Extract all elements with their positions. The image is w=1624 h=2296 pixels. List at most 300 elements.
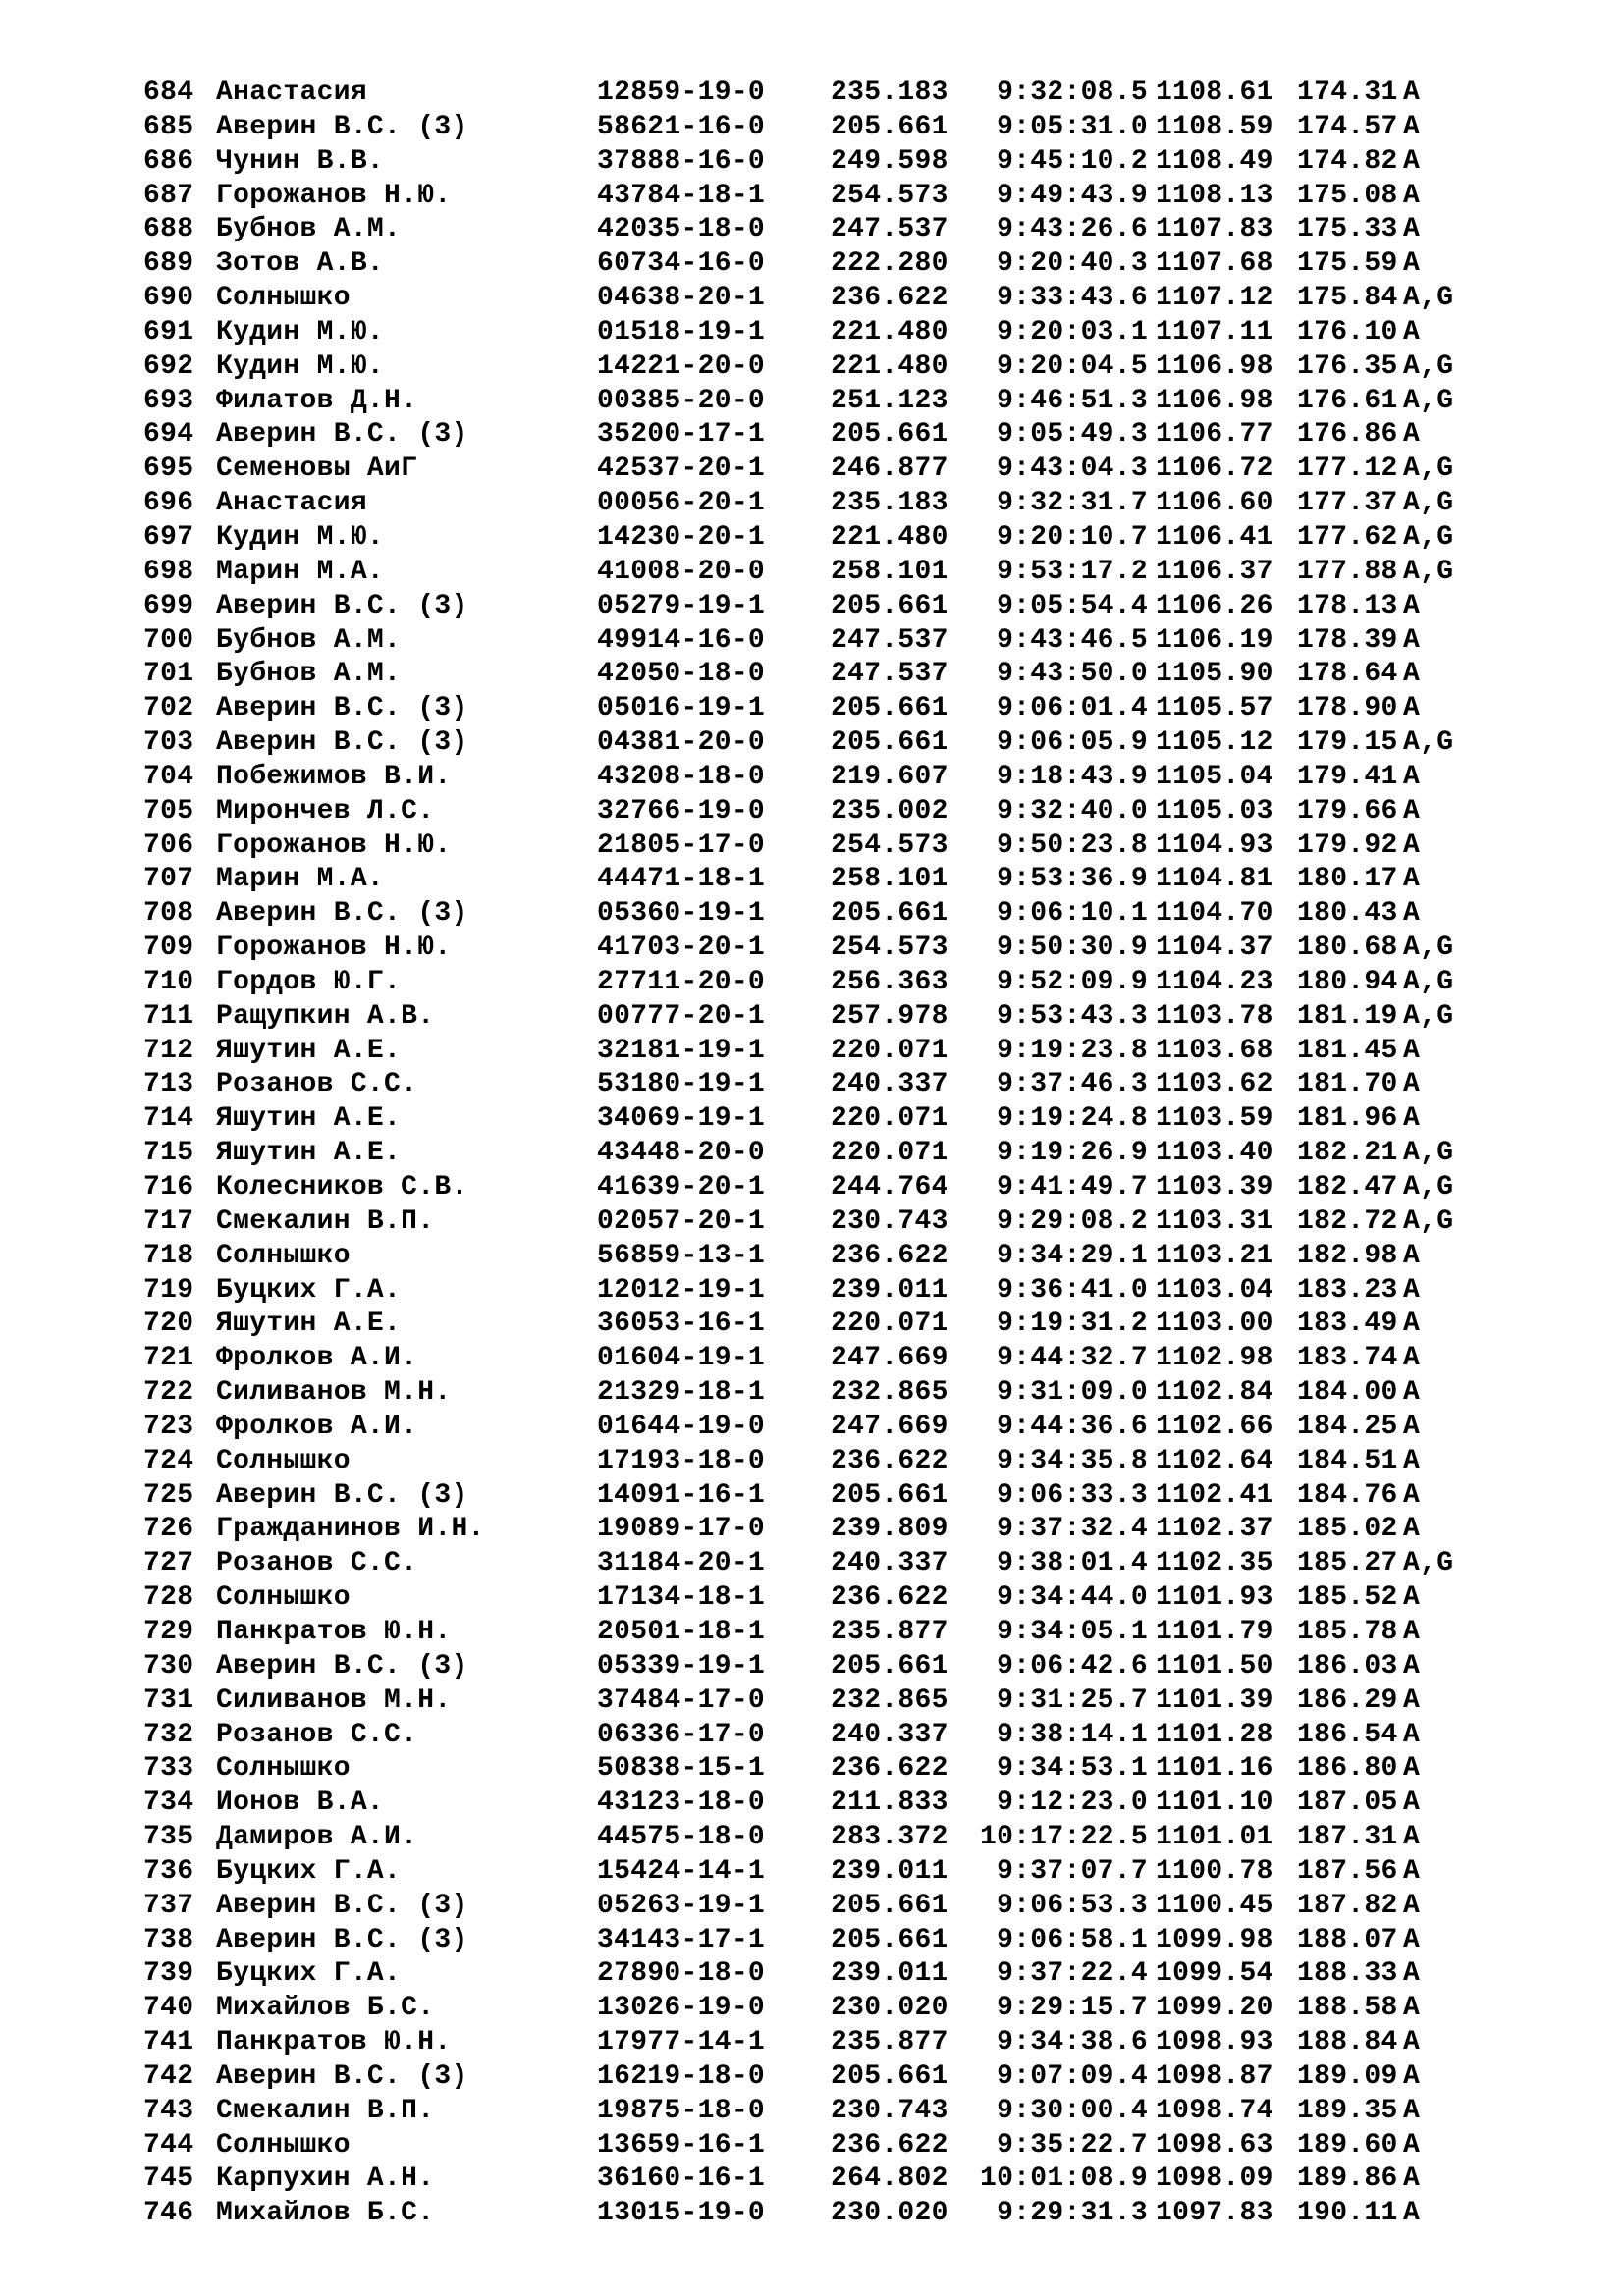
place-number: 738 xyxy=(143,1924,194,1955)
distance: 240.337 xyxy=(831,1719,948,1750)
arrival-time: 9:43:50.0 xyxy=(997,659,1148,690)
table-row xyxy=(143,966,1482,1000)
table-row xyxy=(143,2026,1482,2060)
coefficient: 176.35 xyxy=(1297,350,1398,382)
table-row xyxy=(143,111,1482,145)
speed: 1103.00 xyxy=(1156,1308,1273,1340)
marks: A,G xyxy=(1403,521,1454,553)
coefficient: 180.68 xyxy=(1297,933,1398,964)
arrival-time: 9:53:17.2 xyxy=(997,556,1148,587)
ring-number: 01518-19-1 xyxy=(597,316,766,347)
coefficient: 190.11 xyxy=(1297,2198,1398,2229)
marks: A xyxy=(1403,2095,1421,2126)
speed: 1102.64 xyxy=(1156,1445,1273,1476)
table-row xyxy=(143,1274,1482,1308)
speed: 1102.84 xyxy=(1156,1377,1273,1409)
coefficient: 178.64 xyxy=(1297,659,1398,690)
arrival-time: 9:50:30.9 xyxy=(997,933,1148,964)
marks: A xyxy=(1403,214,1421,245)
speed: 1099.20 xyxy=(1156,1993,1273,2024)
arrival-time: 9:32:31.7 xyxy=(997,488,1148,519)
distance: 220.071 xyxy=(831,1308,948,1340)
speed: 1106.19 xyxy=(1156,624,1273,656)
coefficient: 179.41 xyxy=(1297,761,1398,792)
table-row xyxy=(143,795,1482,829)
distance: 205.661 xyxy=(831,2060,948,2092)
place-number: 743 xyxy=(143,2095,194,2126)
distance: 257.978 xyxy=(831,1000,948,1032)
coefficient: 189.86 xyxy=(1297,2163,1398,2195)
fancier-name: Анастасия xyxy=(216,78,367,108)
place-number: 688 xyxy=(143,214,194,245)
table-row xyxy=(143,1684,1482,1719)
ring-number: 05016-19-1 xyxy=(597,693,766,724)
table-row xyxy=(143,316,1482,350)
table-row xyxy=(143,658,1482,692)
fancier-name: Михайлов Б.С. xyxy=(216,2198,435,2229)
place-number: 717 xyxy=(143,1205,194,1237)
ring-number: 14091-16-1 xyxy=(597,1479,766,1511)
speed: 1106.60 xyxy=(1156,488,1273,519)
arrival-time: 9:19:26.9 xyxy=(997,1138,1148,1169)
table-row xyxy=(143,282,1482,316)
ring-number: 36160-16-1 xyxy=(597,2163,766,2195)
marks: A xyxy=(1403,248,1421,280)
speed: 1102.41 xyxy=(1156,1479,1273,1511)
table-row xyxy=(143,1102,1482,1137)
distance: 221.480 xyxy=(831,350,948,382)
ring-number: 00056-20-1 xyxy=(597,488,766,519)
place-number: 719 xyxy=(143,1274,194,1306)
speed: 1106.98 xyxy=(1156,350,1273,382)
table-row xyxy=(143,2129,1482,2163)
speed: 1106.72 xyxy=(1156,454,1273,485)
coefficient: 175.59 xyxy=(1297,248,1398,280)
speed: 1099.98 xyxy=(1156,1924,1273,1955)
place-number: 700 xyxy=(143,624,194,656)
table-row xyxy=(143,1787,1482,1821)
fancier-name: Смекалин В.П. xyxy=(216,1205,435,1237)
coefficient: 184.00 xyxy=(1297,1377,1398,1409)
table-row xyxy=(143,932,1482,966)
marks: A xyxy=(1403,761,1421,792)
coefficient: 181.96 xyxy=(1297,1103,1398,1135)
place-number: 708 xyxy=(143,898,194,930)
place-number: 724 xyxy=(143,1445,194,1476)
table-row xyxy=(143,213,1482,247)
speed: 1098.63 xyxy=(1156,2129,1273,2161)
place-number: 687 xyxy=(143,180,194,211)
place-number: 686 xyxy=(143,145,194,177)
ring-number: 02057-20-1 xyxy=(597,1205,766,1237)
marks: A xyxy=(1403,1377,1421,1409)
arrival-time: 9:31:25.7 xyxy=(997,1684,1148,1716)
distance: 236.622 xyxy=(831,1582,948,1614)
fancier-name: Марин М.А. xyxy=(216,556,385,587)
marks: A xyxy=(1403,2060,1421,2092)
fancier-name: Горожанов Н.Ю. xyxy=(216,829,452,861)
ring-number: 34143-17-1 xyxy=(597,1924,766,1955)
fancier-name: Кудин М.Ю. xyxy=(216,316,385,347)
marks: A,G xyxy=(1403,1548,1454,1579)
arrival-time: 9:49:43.9 xyxy=(997,180,1148,211)
ring-number: 15424-14-1 xyxy=(597,1855,766,1887)
distance: 256.363 xyxy=(831,966,948,997)
place-number: 744 xyxy=(143,2129,194,2161)
speed: 1105.03 xyxy=(1156,795,1273,827)
table-row xyxy=(143,2163,1482,2197)
marks: A xyxy=(1403,316,1421,347)
table-row xyxy=(143,863,1482,897)
speed: 1107.68 xyxy=(1156,248,1273,280)
ring-number: 50838-15-1 xyxy=(597,1753,766,1785)
coefficient: 183.49 xyxy=(1297,1308,1398,1340)
place-number: 689 xyxy=(143,248,194,280)
speed: 1103.68 xyxy=(1156,1035,1273,1066)
ring-number: 44575-18-0 xyxy=(597,1822,766,1853)
fancier-name: Карпухин А.Н. xyxy=(216,2163,435,2195)
distance: 219.607 xyxy=(831,761,948,792)
fancier-name: Аверин В.С. (3) xyxy=(216,111,468,142)
arrival-time: 9:06:33.3 xyxy=(997,1479,1148,1511)
place-number: 746 xyxy=(143,2198,194,2229)
ring-number: 12859-19-0 xyxy=(597,78,766,108)
marks: A xyxy=(1403,1343,1421,1374)
arrival-time: 9:34:35.8 xyxy=(997,1445,1148,1476)
marks: A xyxy=(1403,1103,1421,1135)
speed: 1102.37 xyxy=(1156,1514,1273,1545)
place-number: 734 xyxy=(143,1788,194,1819)
arrival-time: 9:06:10.1 xyxy=(997,898,1148,930)
ring-number: 06336-17-0 xyxy=(597,1719,766,1750)
arrival-time: 9:33:43.6 xyxy=(997,283,1148,314)
speed: 1107.12 xyxy=(1156,283,1273,314)
table-row xyxy=(143,1855,1482,1890)
marks: A,G xyxy=(1403,1138,1454,1169)
fancier-name: Яшутин А.Е. xyxy=(216,1103,402,1135)
speed: 1106.77 xyxy=(1156,419,1273,451)
distance: 247.537 xyxy=(831,214,948,245)
ring-number: 05339-19-1 xyxy=(597,1650,766,1682)
fancier-name: Побежимов В.И. xyxy=(216,761,452,792)
speed: 1101.16 xyxy=(1156,1753,1273,1785)
marks: A xyxy=(1403,1993,1421,2024)
place-number: 733 xyxy=(143,1753,194,1785)
fancier-name: Буцких Г.А. xyxy=(216,1855,402,1887)
ring-number: 00385-20-0 xyxy=(597,385,766,416)
arrival-time: 9:34:38.6 xyxy=(997,2027,1148,2058)
coefficient: 179.66 xyxy=(1297,795,1398,827)
marks: A xyxy=(1403,829,1421,861)
fancier-name: Бубнов А.М. xyxy=(216,214,402,245)
coefficient: 177.88 xyxy=(1297,556,1398,587)
coefficient: 185.52 xyxy=(1297,1582,1398,1614)
table-row xyxy=(143,1240,1482,1274)
marks: A xyxy=(1403,1616,1421,1647)
arrival-time: 9:05:54.4 xyxy=(997,590,1148,621)
place-number: 695 xyxy=(143,454,194,485)
arrival-time: 9:34:29.1 xyxy=(997,1240,1148,1271)
distance: 220.071 xyxy=(831,1035,948,1066)
speed: 1108.59 xyxy=(1156,111,1273,142)
speed: 1103.21 xyxy=(1156,1240,1273,1271)
arrival-time: 9:32:08.5 xyxy=(997,78,1148,108)
speed: 1101.50 xyxy=(1156,1650,1273,1682)
speed: 1106.26 xyxy=(1156,590,1273,621)
coefficient: 188.84 xyxy=(1297,2027,1398,2058)
distance: 239.011 xyxy=(831,1855,948,1887)
speed: 1098.74 xyxy=(1156,2095,1273,2126)
table-row xyxy=(143,1821,1482,1855)
place-number: 712 xyxy=(143,1035,194,1066)
arrival-time: 9:50:23.8 xyxy=(997,829,1148,861)
speed: 1105.57 xyxy=(1156,693,1273,724)
coefficient: 175.33 xyxy=(1297,214,1398,245)
arrival-time: 9:53:36.9 xyxy=(997,864,1148,895)
place-number: 739 xyxy=(143,1958,194,1990)
marks: A xyxy=(1403,78,1421,108)
speed: 1106.98 xyxy=(1156,385,1273,416)
place-number: 728 xyxy=(143,1582,194,1614)
marks: A,G xyxy=(1403,966,1454,997)
fancier-name: Филатов Д.Н. xyxy=(216,385,418,416)
speed: 1105.04 xyxy=(1156,761,1273,792)
coefficient: 187.82 xyxy=(1297,1890,1398,1921)
table-row xyxy=(143,1719,1482,1753)
coefficient: 178.90 xyxy=(1297,693,1398,724)
distance: 230.020 xyxy=(831,2198,948,2229)
fancier-name: Фролков А.И. xyxy=(216,1411,418,1442)
marks: A,G xyxy=(1403,1205,1454,1237)
speed: 1103.59 xyxy=(1156,1103,1273,1135)
speed: 1103.04 xyxy=(1156,1274,1273,1306)
fancier-name: Зотов А.В. xyxy=(216,248,385,280)
speed: 1102.66 xyxy=(1156,1411,1273,1442)
table-row xyxy=(143,1411,1482,1445)
coefficient: 188.58 xyxy=(1297,1993,1398,2024)
fancier-name: Семеновы АиГ xyxy=(216,454,418,485)
speed: 1101.01 xyxy=(1156,1822,1273,1853)
table-row xyxy=(143,726,1482,761)
arrival-time: 9:32:40.0 xyxy=(997,795,1148,827)
arrival-time: 9:37:07.7 xyxy=(997,1855,1148,1887)
speed: 1106.37 xyxy=(1156,556,1273,587)
marks: A,G xyxy=(1403,1000,1454,1032)
table-row xyxy=(143,487,1482,521)
coefficient: 174.82 xyxy=(1297,145,1398,177)
table-row xyxy=(143,1137,1482,1171)
fancier-name: Яшутин А.Е. xyxy=(216,1035,402,1066)
place-number: 725 xyxy=(143,1479,194,1511)
fancier-name: Солнышко xyxy=(216,1240,351,1271)
distance: 205.661 xyxy=(831,1924,948,1955)
coefficient: 179.15 xyxy=(1297,727,1398,759)
fancier-name: Панкратов Ю.Н. xyxy=(216,2027,452,2058)
ring-number: 21329-18-1 xyxy=(597,1377,766,1409)
speed: 1099.54 xyxy=(1156,1958,1273,1990)
place-number: 720 xyxy=(143,1308,194,1340)
marks: A,G xyxy=(1403,283,1454,314)
marks: A xyxy=(1403,1650,1421,1682)
coefficient: 189.35 xyxy=(1297,2095,1398,2126)
ring-number: 31184-20-1 xyxy=(597,1548,766,1579)
table-row xyxy=(143,180,1482,214)
distance: 247.669 xyxy=(831,1411,948,1442)
marks: A,G xyxy=(1403,350,1454,382)
marks: A xyxy=(1403,1069,1421,1100)
speed: 1101.79 xyxy=(1156,1616,1273,1647)
speed: 1107.11 xyxy=(1156,316,1273,347)
table-row xyxy=(143,1513,1482,1547)
distance: 232.865 xyxy=(831,1377,948,1409)
arrival-time: 9:05:49.3 xyxy=(997,419,1148,451)
arrival-time: 9:29:08.2 xyxy=(997,1205,1148,1237)
distance: 239.809 xyxy=(831,1514,948,1545)
place-number: 707 xyxy=(143,864,194,895)
distance: 235.877 xyxy=(831,1616,948,1647)
fancier-name: Буцких Г.А. xyxy=(216,1274,402,1306)
coefficient: 181.70 xyxy=(1297,1069,1398,1100)
table-row xyxy=(143,2060,1482,2095)
table-row xyxy=(143,2197,1482,2231)
coefficient: 186.80 xyxy=(1297,1753,1398,1785)
distance: 283.372 xyxy=(831,1822,948,1853)
coefficient: 184.76 xyxy=(1297,1479,1398,1511)
speed: 1105.12 xyxy=(1156,727,1273,759)
coefficient: 181.19 xyxy=(1297,1000,1398,1032)
distance: 240.337 xyxy=(831,1069,948,1100)
marks: A xyxy=(1403,1924,1421,1955)
table-row xyxy=(143,521,1482,556)
speed: 1108.49 xyxy=(1156,145,1273,177)
table-row xyxy=(143,590,1482,624)
distance: 205.661 xyxy=(831,693,948,724)
speed: 1106.41 xyxy=(1156,521,1273,553)
place-number: 721 xyxy=(143,1343,194,1374)
fancier-name: Силиванов М.Н. xyxy=(216,1377,452,1409)
coefficient: 176.10 xyxy=(1297,316,1398,347)
coefficient: 188.07 xyxy=(1297,1924,1398,1955)
place-number: 740 xyxy=(143,1993,194,2024)
coefficient: 189.09 xyxy=(1297,2060,1398,2092)
arrival-time: 9:29:15.7 xyxy=(997,1993,1148,2024)
ring-number: 41639-20-1 xyxy=(597,1172,766,1202)
marks: A xyxy=(1403,1582,1421,1614)
place-number: 701 xyxy=(143,659,194,690)
distance: 247.537 xyxy=(831,659,948,690)
coefficient: 180.94 xyxy=(1297,966,1398,997)
speed: 1108.13 xyxy=(1156,180,1273,211)
ring-number: 53180-19-1 xyxy=(597,1069,766,1100)
arrival-time: 9:44:32.7 xyxy=(997,1343,1148,1374)
arrival-time: 9:06:05.9 xyxy=(997,727,1148,759)
fancier-name: Аверин В.С. (3) xyxy=(216,727,468,759)
table-row xyxy=(143,1068,1482,1102)
place-number: 703 xyxy=(143,727,194,759)
results-table xyxy=(143,77,1482,2231)
fancier-name: Солнышко xyxy=(216,1753,351,1785)
place-number: 698 xyxy=(143,556,194,587)
place-number: 730 xyxy=(143,1650,194,1682)
distance: 205.661 xyxy=(831,1890,948,1921)
arrival-time: 9:46:51.3 xyxy=(997,385,1148,416)
coefficient: 176.86 xyxy=(1297,419,1398,451)
distance: 236.622 xyxy=(831,2129,948,2161)
ring-number: 32766-19-0 xyxy=(597,795,766,827)
ring-number: 14221-20-0 xyxy=(597,350,766,382)
arrival-time: 9:52:09.9 xyxy=(997,966,1148,997)
marks: A xyxy=(1403,590,1421,621)
marks: A xyxy=(1403,898,1421,930)
ring-number: 27890-18-0 xyxy=(597,1958,766,1990)
fancier-name: Яшутин А.Е. xyxy=(216,1308,402,1340)
distance: 235.183 xyxy=(831,488,948,519)
coefficient: 186.03 xyxy=(1297,1650,1398,1682)
distance: 230.020 xyxy=(831,1993,948,2024)
ring-number: 43208-18-0 xyxy=(597,761,766,792)
distance: 235.002 xyxy=(831,795,948,827)
table-row xyxy=(143,385,1482,419)
arrival-time: 9:34:53.1 xyxy=(997,1753,1148,1785)
table-row xyxy=(143,2095,1482,2129)
fancier-name: Аверин В.С. (3) xyxy=(216,1924,468,1955)
ring-number: 21805-17-0 xyxy=(597,829,766,861)
arrival-time: 9:18:43.9 xyxy=(997,761,1148,792)
distance: 230.743 xyxy=(831,2095,948,2126)
marks: A xyxy=(1403,795,1421,827)
marks: A xyxy=(1403,2129,1421,2161)
ring-number: 04638-20-1 xyxy=(597,283,766,314)
speed: 1101.39 xyxy=(1156,1684,1273,1716)
marks: A xyxy=(1403,1719,1421,1750)
distance: 236.622 xyxy=(831,1240,948,1271)
ring-number: 36053-16-1 xyxy=(597,1308,766,1340)
arrival-time: 9:41:49.7 xyxy=(997,1172,1148,1202)
speed: 1098.93 xyxy=(1156,2027,1273,2058)
distance: 236.622 xyxy=(831,283,948,314)
marks: A xyxy=(1403,1274,1421,1306)
fancier-name: Бубнов А.М. xyxy=(216,624,402,656)
speed: 1101.93 xyxy=(1156,1582,1273,1614)
place-number: 702 xyxy=(143,693,194,724)
fancier-name: Солнышко xyxy=(216,2129,351,2161)
ring-number: 42537-20-1 xyxy=(597,454,766,485)
coefficient: 189.60 xyxy=(1297,2129,1398,2161)
coefficient: 176.61 xyxy=(1297,385,1398,416)
coefficient: 175.84 xyxy=(1297,283,1398,314)
marks: A xyxy=(1403,2027,1421,2058)
coefficient: 182.21 xyxy=(1297,1138,1398,1169)
marks: A xyxy=(1403,693,1421,724)
fancier-name: Ращупкин А.В. xyxy=(216,1000,435,1032)
ring-number: 49914-16-0 xyxy=(597,624,766,656)
ring-number: 58621-16-0 xyxy=(597,111,766,142)
fancier-name: Аверин В.С. (3) xyxy=(216,590,468,621)
distance: 246.877 xyxy=(831,454,948,485)
marks: A xyxy=(1403,1788,1421,1819)
coefficient: 187.05 xyxy=(1297,1788,1398,1819)
marks: A xyxy=(1403,419,1421,451)
marks: A xyxy=(1403,1684,1421,1716)
table-row xyxy=(143,1924,1482,1958)
arrival-time: 9:05:31.0 xyxy=(997,111,1148,142)
place-number: 727 xyxy=(143,1548,194,1579)
coefficient: 187.31 xyxy=(1297,1822,1398,1853)
coefficient: 175.08 xyxy=(1297,180,1398,211)
marks: A xyxy=(1403,1308,1421,1340)
ring-number: 05263-19-1 xyxy=(597,1890,766,1921)
arrival-time: 9:12:23.0 xyxy=(997,1788,1148,1819)
